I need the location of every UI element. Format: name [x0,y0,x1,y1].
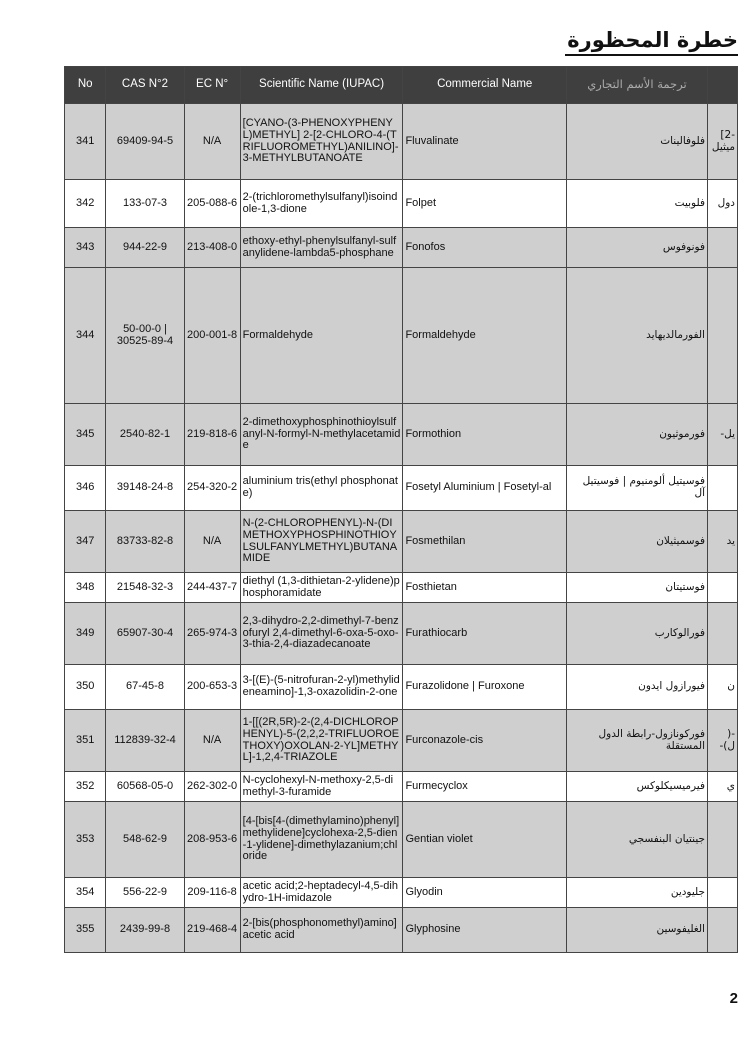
cut-off-text: يل- [720,427,735,440]
cell-scientific-name: 1-[[(2R,5R)-2-(2,4-DICHLOROPHENYL)-5-(2,2,2-TRIFLUOROETHOXY)OXOLAN-2-YL]METHYL]-1,2,4-TRIAZOLE [240,710,403,772]
cell-cas: 133-07-3 [106,180,184,228]
cell-arabic-name: فيرميسيكلوكس [566,772,707,802]
cell-cas: 67-45-8 [106,665,184,710]
cell-no: 354 [65,878,106,908]
page-title: خطرة المحظورة [565,26,738,56]
cell-cut-off [707,603,737,665]
cell-arabic-name: فورالوكارب [566,603,707,665]
cell-cut-off [707,710,737,772]
cell-commercial-name: Glyphosine [403,908,566,953]
cell-no: 352 [65,772,106,802]
cell-no: 341 [65,104,106,180]
cell-cut-off [707,908,737,953]
cell-scientific-name: N-(2-CHLOROPHENYL)-N-(DIMETHOXYPHOSPHINOTHIOYLSULFANYLMETHYL)BUTANAMIDE [240,511,403,573]
table-row [65,710,738,772]
page-number: 2 [729,990,738,1007]
cell-cut-off [707,466,737,511]
cell-scientific-name: ethoxy-ethyl-phenylsulfanyl-sulfanylidene-lambda5-phosphane [240,228,403,268]
cell-commercial-name: Fosetyl Aluminium | Fosetyl-al [403,466,566,511]
cell-cut-off [707,665,737,710]
cell-cut-off [707,404,737,466]
cell-ec: 200-001-8 [184,268,240,404]
cell-no: 346 [65,466,106,511]
cell-scientific-name: 2-[bis(phosphonomethyl)amino]acetic acid [240,908,403,953]
cell-commercial-name: Fonofos [403,228,566,268]
cell-scientific-name: diethyl (1,3-dithietan-2-ylidene)phosphoramidate [240,573,403,603]
cell-no: 350 [65,665,106,710]
table-row [65,180,738,228]
cell-arabic-name: الغليفوسين [566,908,707,953]
cell-ec: N/A [184,104,240,180]
header-arabic-name: ترجمة الأسم التجاري [566,67,707,104]
cell-commercial-name: Furmecyclox [403,772,566,802]
cell-cas: 556-22-9 [106,878,184,908]
cell-scientific-name: Formaldehyde [240,268,403,404]
table-row [65,908,738,953]
cell-no: 355 [65,908,106,953]
cell-ec: 254-320-2 [184,466,240,511]
cell-arabic-name: جينتيان البنفسجي [566,802,707,878]
cell-arabic-name: فيورازول ايدون [566,665,707,710]
header-cut-column [707,67,737,104]
cell-ec: 219-818-6 [184,404,240,466]
cell-commercial-name: Furazolidone | Furoxone [403,665,566,710]
cell-cas: 944-22-9 [106,228,184,268]
cell-no: 347 [65,511,106,573]
cell-arabic-name: فورموثيون [566,404,707,466]
cell-cut-off [707,802,737,878]
cell-no: 342 [65,180,106,228]
cell-commercial-name: Furathiocarb [403,603,566,665]
cut-off-text-2: ميثيل [711,140,735,153]
cell-ec: 265-974-3 [184,603,240,665]
table-row [65,665,738,710]
cut-off-text: -2] [720,128,735,141]
cell-ec: N/A [184,710,240,772]
cell-cas: 2439-99-8 [106,908,184,953]
cell-no: 349 [65,603,106,665]
cell-commercial-name: Fosmethilan [403,511,566,573]
cell-no: 343 [65,228,106,268]
cell-cut-off [707,228,737,268]
cell-arabic-name: فونوفوس [566,228,707,268]
cell-cut-off [707,772,737,802]
cell-arabic-name: فلوبيت [566,180,707,228]
cell-scientific-name: [4-[bis[4-(dimethylamino)phenyl]methylidene]cyclohexa-2,5-dien-1-ylidene]-dimethylazanium;chloride [240,802,403,878]
cell-cas: 21548-32-3 [106,573,184,603]
cell-cas: 112839-32-4 [106,710,184,772]
cell-cas: 39148-24-8 [106,466,184,511]
header-scientific-name: Scientific Name (IUPAC) [240,67,403,104]
cell-arabic-name: فوسميثيلان [566,511,707,573]
cell-cas: 69409-94-5 [106,104,184,180]
cell-arabic-name: فوركونازول-رابطة الدول المستقلة [566,710,707,772]
table-row [65,878,738,908]
cell-commercial-name: Formothion [403,404,566,466]
cell-arabic-name: الفورمالديهايد [566,268,707,404]
cell-scientific-name: 2,3-dihydro-2,2-dimethyl-7-benzofuryl 2,4-dimethyl-6-oxa-5-oxo-3-thia-2,4-diazadecanoate [240,603,403,665]
cell-commercial-name: Furconazole-cis [403,710,566,772]
header-ec: EC N° [184,67,240,104]
cell-commercial-name: Fluvalinate [403,104,566,180]
cell-ec: N/A [184,511,240,573]
cell-commercial-name: Glyodin [403,878,566,908]
table-row [65,573,738,603]
cell-commercial-name: Fosthietan [403,573,566,603]
cut-off-text: ي [726,779,735,792]
cell-cut-off [707,511,737,573]
cell-ec: 205-088-6 [184,180,240,228]
header-cas: CAS N°2 [106,67,184,104]
cell-ec: 262-302-0 [184,772,240,802]
cell-cut-off [707,268,737,404]
cell-scientific-name: 2-(trichloromethylsulfanyl)isoindole-1,3-dione [240,180,403,228]
table-header-row [65,67,738,104]
cell-commercial-name: Folpet [403,180,566,228]
header-no: No [65,67,106,104]
cell-ec: 219-468-4 [184,908,240,953]
cut-off-text: ن [727,680,735,693]
table-row [65,228,738,268]
cell-arabic-name: فوسيتيل ألومنيوم | فوسيتيل آل [566,466,707,511]
cell-commercial-name: Gentian violet [403,802,566,878]
cell-scientific-name: aluminium tris(ethyl phosphonate) [240,466,403,511]
header-commercial-name: Commercial Name [403,67,566,104]
cell-scientific-name: acetic acid;2-heptadecyl-4,5-dihydro-1H-imidazole [240,878,403,908]
cut-off-text-2: ل)- [719,739,735,752]
cell-arabic-name: جليودين [566,878,707,908]
table-row [65,603,738,665]
table-row [65,404,738,466]
cell-cut-off [707,180,737,228]
cut-off-text: -( [727,727,735,740]
cell-scientific-name: N-cyclohexyl-N-methoxy-2,5-dimethyl-3-furamide [240,772,403,802]
table-row [65,802,738,878]
cell-cas: 83733-82-8 [106,511,184,573]
banned-substances-table [64,66,738,953]
cell-ec: 213-408-0 [184,228,240,268]
cell-scientific-name: [CYANO-(3-PHENOXYPHENYL)METHYL] 2-[2-CHLORO-4-(TRIFLUOROMETHYL)ANILINO]-3-METHYLBUTANOATE [240,104,403,180]
cell-cut-off [707,878,737,908]
table-row [65,104,738,180]
table-row [65,511,738,573]
table-row [65,466,738,511]
cell-arabic-name: فوستيتان [566,573,707,603]
cell-cas: 548-62-9 [106,802,184,878]
cell-cut-off [707,104,737,180]
cell-ec: 209-116-8 [184,878,240,908]
cell-cas: 65907-30-4 [106,603,184,665]
cell-scientific-name: 3-[(E)-(5-nitrofuran-2-yl)methylideneamino]-1,3-oxazolidin-2-one [240,665,403,710]
cut-off-text: دول [717,196,735,209]
cell-cas: 2540-82-1 [106,404,184,466]
cell-ec: 200-653-3 [184,665,240,710]
cell-ec: 244-437-7 [184,573,240,603]
table-row [65,772,738,802]
cell-commercial-name: Formaldehyde [403,268,566,404]
cell-no: 348 [65,573,106,603]
cell-scientific-name: 2-dimethoxyphosphinothioylsulfanyl-N-formyl-N-methylacetamide [240,404,403,466]
cell-cut-off [707,573,737,603]
cell-no: 353 [65,802,106,878]
cell-no: 344 [65,268,106,404]
cell-arabic-name: فلوفالينات [566,104,707,180]
cut-off-text: يد [726,534,735,547]
cell-cas: 60568-05-0 [106,772,184,802]
cell-no: 351 [65,710,106,772]
cell-cas: 50-00-0 | 30525-89-4 [106,268,184,404]
table-row [65,268,738,404]
cell-ec: 208-953-6 [184,802,240,878]
cell-no: 345 [65,404,106,466]
